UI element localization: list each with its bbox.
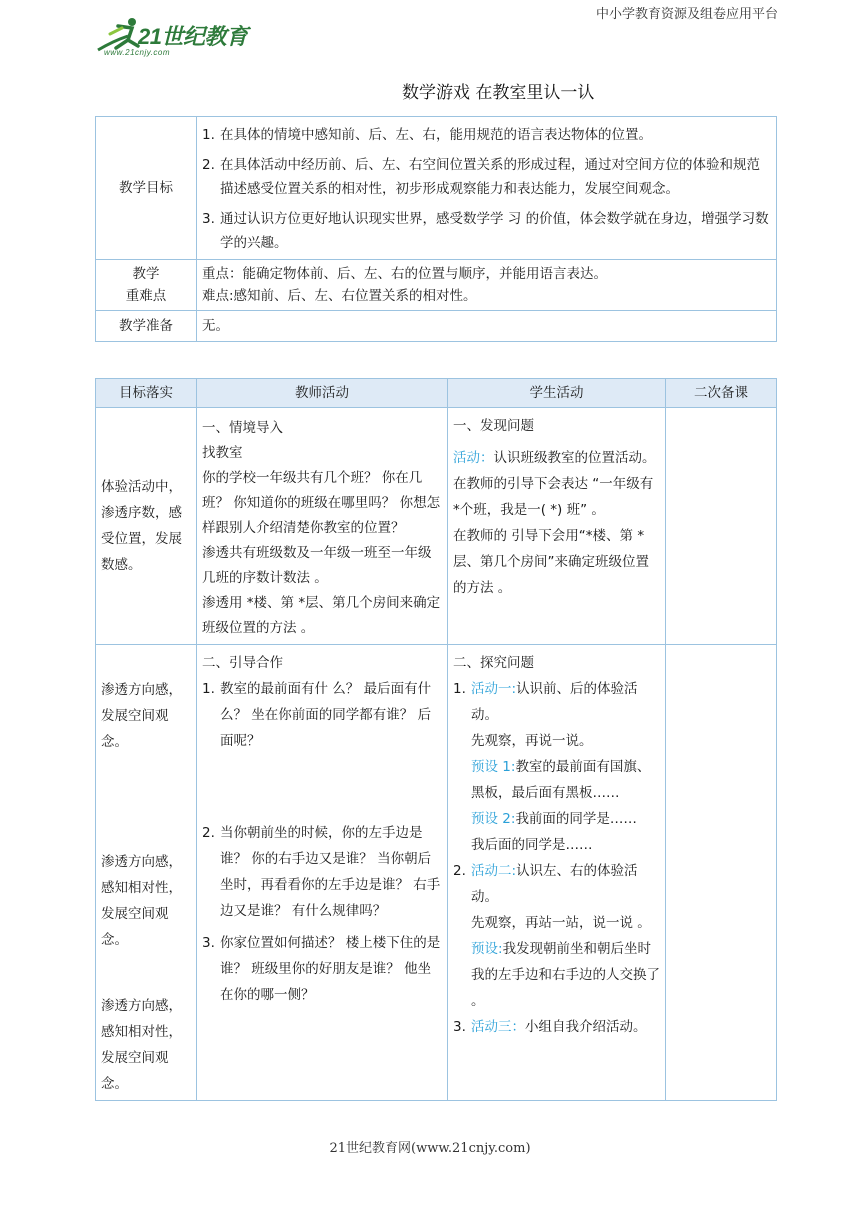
student-item: [453, 858, 660, 1014]
activity-step: 先观察，再说一说。: [471, 733, 593, 749]
preset-label: 预设 2:: [471, 811, 516, 827]
item-text: 教室的最前面有什 么？ 最后面有什么？ 坐在你前面的同学都有谁？ 后面呢？: [220, 681, 432, 749]
item-num: 1.: [202, 681, 215, 697]
goal-text: 在具体的情境中感知前、后、左、右，能用规范的语言表达物体的位置。: [220, 127, 652, 143]
col-header: 目标落实: [96, 379, 197, 408]
keypoints-label: 重难点: [125, 288, 167, 304]
goal-item: [202, 153, 771, 201]
student-section-title: 一、发现问题: [453, 418, 534, 434]
logo-url: www.21cnjy.com: [104, 48, 170, 57]
preset-text: 教室的最前面有国旗、黑板，最后面有黑板……: [471, 759, 651, 801]
student-text: 在教师的 引导下会用“*楼、第 *层、第几个房间”来确定班级位置的方法 。: [453, 528, 649, 596]
notes-cell: [666, 408, 777, 645]
student-text: 在教师的引导下会表达 “一年级有 *个班，我是一( *) 班” 。: [453, 476, 654, 518]
item-num: 3.: [202, 935, 215, 951]
goal-num: 1.: [202, 127, 215, 143]
goal-text: 在具体活动中经历前、后、左、右空间位置关系的形成过程，通过对空间方位的体验和规范描述感受位置关系的相对性，初步形成观察能力和表达能力，发展空间观念。: [220, 157, 760, 197]
goals-row: [96, 117, 777, 260]
goal-cell: 体验活动中，渗透序数，感受位置，发展数感。: [96, 408, 197, 645]
page-title: 数学游戏 在教室里认一认: [402, 83, 595, 103]
item-text: 你家位置如何描述？ 楼上楼下住的是谁？ 班级里你的好朋友是谁？ 他坐在你的哪一侧？: [220, 935, 441, 1003]
teacher-item: [202, 820, 442, 924]
keypoint-text: 重点：能确定物体前、后、左、右的位置与顺序，并能用语言表达。: [202, 266, 607, 282]
preset-text: 我前面的同学是……: [515, 811, 637, 827]
keypoints-row: [96, 260, 777, 311]
preset-label: 预设:: [471, 941, 503, 957]
item-text: 当你朝前坐的时候，你的左手边是谁？ 你的右手边又是谁？ 当你朝后坐时，再看看你的左手边是谁？ 右手边又是谁？ 有什么规律吗？: [220, 825, 441, 919]
notes-cell: [666, 645, 777, 1101]
activity-table: [95, 378, 777, 1101]
activity-label: 活动二:: [471, 863, 517, 879]
col-header: 教师活动: [197, 379, 448, 408]
goal-item: [202, 123, 771, 147]
activity-text: 小组自我介绍活动。: [525, 1019, 647, 1035]
keypoints-label: 教学: [132, 266, 160, 282]
goal-num: 3.: [202, 211, 215, 227]
item-num: 2.: [453, 863, 466, 879]
preset-text: 我后面的同学是……: [471, 837, 593, 853]
student-item: [453, 676, 660, 858]
prep-row: [96, 311, 777, 342]
goal-item: [202, 207, 771, 255]
activity-text: 认识班级教室的位置活动。: [493, 450, 656, 466]
activity-step: 先观察，再站一站，说一说 。: [471, 915, 651, 931]
activity-label: 活动三：: [471, 1019, 525, 1035]
footer: 21世纪教育网(www.21cnjy.com): [329, 1141, 531, 1156]
goal-text: 渗透方向感，感知相对性，发展空间观念。: [101, 998, 182, 1092]
teacher-section-title: 二、引导合作: [202, 655, 283, 671]
teacher-item: [202, 676, 442, 754]
student-section-title: 二、探究问题: [453, 655, 534, 671]
activity-label: 活动一:: [471, 681, 517, 697]
activity-label: 活动：: [453, 450, 494, 466]
teacher-note: 渗透用 *楼、第 *层、第几个房间来确定班级位置的方法 。: [202, 595, 441, 636]
item-num: 1.: [453, 681, 466, 697]
teacher-note: 渗透共有班级数及一年级一班至一年级几班的序数计数法 。: [202, 545, 432, 586]
goal-num: 2.: [202, 157, 215, 173]
info-table: [95, 116, 777, 342]
prep-label: 教学准备: [96, 311, 197, 342]
activity-text: 认识前、后的体验活动。: [471, 681, 638, 723]
col-header: 学生活动: [448, 379, 666, 408]
platform-name: 中小学教育资源及组卷应用平台: [595, 7, 778, 22]
col-header: 二次备课: [666, 379, 777, 408]
preset-text: 我发现朝前坐和朝后坐时我的左手边和右手边的人交换了 。: [471, 941, 660, 1009]
activity-text: 认识左、右的体验活动。: [471, 863, 638, 905]
item-num: 3.: [453, 1019, 466, 1035]
teacher-subtitle: 找教室: [202, 445, 243, 461]
difficulty-text: 难点:感知前、后、左、右位置关系的相对性。: [202, 288, 477, 304]
goals-label: 教学目标: [96, 117, 197, 260]
prep-text: 无。: [197, 311, 777, 342]
table-row: [96, 645, 777, 1101]
item-num: 2.: [202, 825, 215, 841]
table-header-row: [96, 379, 777, 408]
goal-text: 通过认识方位更好地认识现实世界，感受数学学 习 的价值，体会数学就在身边，增强学习数学的兴趣。: [220, 211, 769, 251]
student-activity: [453, 445, 660, 471]
logo-text: 21世纪教育: [138, 24, 248, 49]
teacher-section-title: 一、情境导入: [202, 420, 283, 436]
goal-text: 渗透方向感，感知相对性，发展空间观念。: [101, 854, 182, 948]
teacher-questions: 你的学校一年级共有几个班？ 你在几班？ 你知道你的班级在哪里吗？ 你想怎样跟别人介绍清楚你教室的位置？: [202, 470, 441, 536]
goal-text: 渗透方向感，发展空间观念。: [101, 682, 182, 750]
student-item: [453, 1014, 660, 1040]
preset-label: 预设 1:: [471, 759, 516, 775]
teacher-item: [202, 930, 442, 1008]
table-row: [96, 408, 777, 645]
